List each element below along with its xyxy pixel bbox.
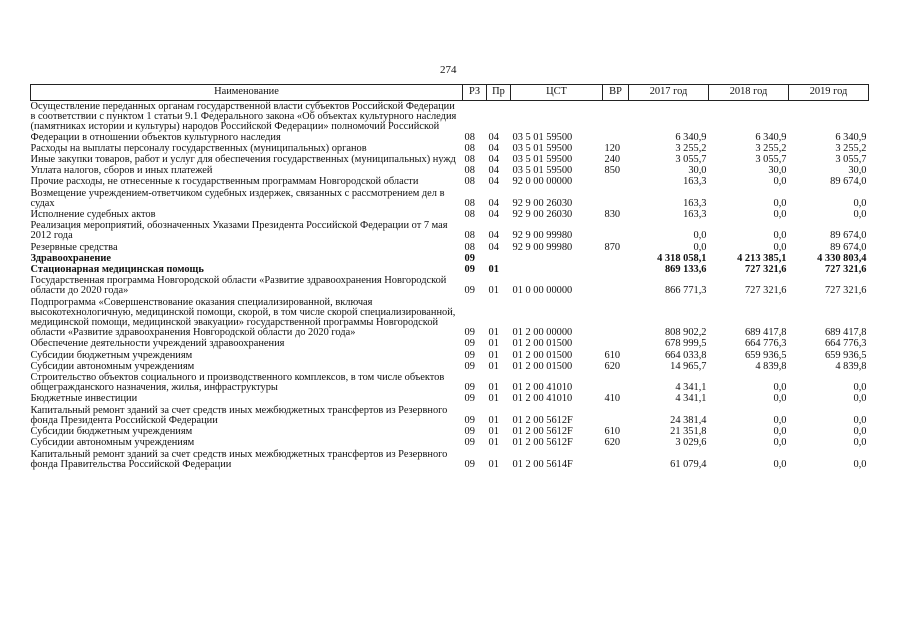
- row-value-2017: 3 255,2: [675, 142, 707, 154]
- row-rz: 08: [464, 197, 475, 209]
- row-cst: 92 9 00 26030: [512, 209, 573, 221]
- row-value-2018: 4 839,8: [755, 360, 787, 372]
- row-vr: 120: [604, 142, 621, 154]
- table-row: [31, 101, 869, 143]
- table-row: [31, 165, 869, 176]
- row-value-2019: 4 330 803,4: [817, 252, 867, 264]
- row-pr: 01: [488, 264, 499, 276]
- row-pr: 01: [488, 437, 499, 449]
- column-header-name: Наименование: [31, 85, 463, 101]
- table-row: [31, 372, 869, 393]
- row-value-2017: 866 771,3: [664, 285, 707, 297]
- row-value-2019: 0,0: [853, 458, 867, 470]
- row-rz: 09: [464, 327, 475, 339]
- row-value-2018: 0,0: [773, 176, 787, 188]
- row-value-2019: 664 776,3: [824, 338, 867, 350]
- row-value-2017: 4 318 058,1: [657, 252, 707, 264]
- row-rz: 09: [464, 349, 475, 361]
- row-value-2017: 30,0: [688, 165, 707, 177]
- row-name: Капитальный ремонт зданий за счет средств иных межбюджетных трансфертов из Резервного фонда Правительства Российской Федерации: [30, 448, 448, 470]
- row-value-2018: 0,0: [773, 230, 787, 242]
- row-value-2018: 0,0: [773, 426, 787, 438]
- table-row: [31, 361, 869, 372]
- row-name: Субсидии бюджетным учреждениям: [30, 426, 193, 438]
- row-name: Субсидии бюджетным учреждениям: [30, 349, 193, 361]
- row-value-2019: 0,0: [853, 426, 867, 438]
- row-name: Строительство объектов социального и производственного комплексов, в том числе объектов общегражданского назначения, жилья, инфраструктуры: [30, 372, 445, 394]
- column-header-cst: ЦСТ: [511, 85, 603, 101]
- row-value-2017: 4 341,1: [675, 382, 707, 394]
- row-value-2019: 4 839,8: [835, 360, 867, 372]
- row-pr: 01: [488, 338, 499, 350]
- row-cst: 92 9 00 99980: [512, 230, 573, 242]
- row-value-2017: 21 351,8: [670, 426, 707, 438]
- row-value-2017: 4 341,1: [675, 393, 707, 405]
- row-pr: 04: [488, 230, 499, 242]
- table-row: [31, 264, 869, 275]
- row-cst: 92 0 00 00000: [512, 176, 573, 188]
- row-value-2019: 0,0: [853, 382, 867, 394]
- row-vr: 830: [604, 209, 621, 221]
- row-value-2018: 727 321,6: [744, 285, 787, 297]
- column-header-2017: 2017 год: [629, 85, 709, 101]
- row-value-2018: 30,0: [768, 165, 787, 177]
- row-vr: 240: [604, 154, 621, 166]
- row-pr: [487, 253, 511, 264]
- row-value-2017: 678 999,5: [664, 338, 707, 350]
- row-cst: 01 2 00 41010: [512, 393, 573, 405]
- row-rz: 09: [464, 437, 475, 449]
- row-value-2018: 3 255,2: [755, 142, 787, 154]
- row-vr: [603, 188, 629, 209]
- row-value-2017: 3 029,6: [675, 437, 707, 449]
- row-value-2018: 0,0: [773, 414, 787, 426]
- row-value-2019: 6 340,9: [835, 131, 867, 143]
- row-value-2017: 163,3: [683, 176, 707, 188]
- table-body: [31, 101, 869, 470]
- column-header-2019: 2019 год: [789, 85, 869, 101]
- row-vr: [603, 101, 629, 143]
- row-value-2017: 0,0: [693, 241, 707, 253]
- row-pr: 01: [488, 393, 499, 405]
- page-number: 274: [440, 64, 457, 76]
- table-row: [31, 426, 869, 437]
- row-value-2018: 659 936,5: [744, 349, 787, 361]
- row-vr: [603, 449, 629, 470]
- row-cst: 03 5 01 59500: [512, 165, 573, 177]
- row-name: Реализация мероприятий, обозначенных Указами Президента Российской Федерации от 7 мая 2012 года: [30, 220, 448, 242]
- row-vr: [603, 372, 629, 393]
- row-rz: 08: [464, 131, 475, 143]
- table-row: [31, 297, 869, 339]
- row-vr: [603, 338, 629, 349]
- row-value-2017: 0,0: [693, 230, 707, 242]
- row-vr: 610: [604, 426, 621, 438]
- row-name: Здравоохранение: [30, 252, 111, 264]
- row-value-2017: 61 079,4: [670, 458, 707, 470]
- row-value-2019: 30,0: [848, 165, 867, 177]
- row-name: Бюджетные инвестиции: [30, 393, 138, 405]
- table-header: [31, 85, 869, 101]
- table-row: [31, 176, 869, 187]
- row-vr: 620: [604, 437, 621, 449]
- table-row: [31, 449, 869, 470]
- row-rz: 08: [464, 241, 475, 253]
- row-pr: 01: [488, 414, 499, 426]
- row-rz: 08: [464, 142, 475, 154]
- row-rz: 09: [464, 338, 475, 350]
- row-value-2019: 727 321,6: [824, 285, 867, 297]
- row-cst: 01 2 00 00000: [512, 327, 573, 339]
- table-row: [31, 253, 869, 264]
- row-rz: 08: [464, 209, 475, 221]
- row-name: Возмещение учреждением-ответчиком судебных издержек, связанных с рассмотрением дел в судах: [30, 187, 445, 209]
- row-rz: 09: [464, 360, 475, 372]
- table-row: [31, 220, 869, 241]
- row-pr: 01: [488, 458, 499, 470]
- row-pr: 04: [488, 176, 499, 188]
- row-pr: 01: [488, 382, 499, 394]
- row-value-2019: 0,0: [853, 209, 867, 221]
- row-name: Расходы на выплаты персоналу государственных (муниципальных) органов: [30, 142, 367, 154]
- row-value-2017: 163,3: [683, 209, 707, 221]
- row-value-2017: 664 033,8: [664, 349, 707, 361]
- row-value-2019: 3 255,2: [835, 142, 867, 154]
- row-vr: [603, 405, 629, 426]
- row-vr: 410: [604, 393, 621, 405]
- row-vr: [603, 253, 629, 264]
- table-row: [31, 405, 869, 426]
- row-cst: 01 2 00 41010: [512, 382, 573, 394]
- row-pr: 04: [488, 154, 499, 166]
- row-value-2018: 689 417,8: [744, 327, 787, 339]
- row-rz: 08: [464, 154, 475, 166]
- row-cst: 01 2 00 5614F: [512, 458, 573, 470]
- row-vr: 870: [604, 241, 621, 253]
- row-rz: 09: [464, 458, 475, 470]
- row-value-2019: 89 674,0: [830, 241, 867, 253]
- row-value-2019: 0,0: [853, 437, 867, 449]
- row-cst: 92 9 00 26030: [512, 197, 573, 209]
- row-value-2019: 89 674,0: [830, 230, 867, 242]
- row-pr: 04: [488, 241, 499, 253]
- row-value-2018: 0,0: [773, 197, 787, 209]
- column-header-vr: ВР: [603, 85, 629, 101]
- row-value-2018: 0,0: [773, 209, 787, 221]
- row-rz: 09: [464, 252, 475, 264]
- table-row: [31, 338, 869, 349]
- row-cst: 03 5 01 59500: [512, 142, 573, 154]
- row-pr: 04: [488, 142, 499, 154]
- row-vr: [603, 264, 629, 275]
- row-cst: 01 2 00 01500: [512, 338, 573, 350]
- row-rz: 09: [464, 426, 475, 438]
- row-name: Осуществление переданных органам государственной власти субъектов Российской Федерации в соответствии с пунктом 1 статьи 9.1 Федерального закона «Об объектах культурного наследия (памятниках истории и культуры) народов Российской Федерации» полномочий Российской Федерации в отношении объектов культурного наследия: [30, 101, 457, 143]
- row-value-2019: 0,0: [853, 197, 867, 209]
- row-vr: [603, 176, 629, 187]
- row-value-2018: 0,0: [773, 241, 787, 253]
- row-rz: 09: [464, 264, 475, 276]
- row-vr: [603, 220, 629, 241]
- row-pr: 01: [488, 327, 499, 339]
- row-name: Обеспечение деятельности учреждений здравоохранения: [30, 338, 285, 350]
- row-value-2017: 14 965,7: [670, 360, 707, 372]
- row-pr: 04: [488, 131, 499, 143]
- row-pr: 04: [488, 165, 499, 177]
- row-vr: [603, 297, 629, 339]
- row-value-2019: 0,0: [853, 393, 867, 405]
- column-header-2018: 2018 год: [709, 85, 789, 101]
- row-value-2018: 4 213 385,1: [737, 252, 787, 264]
- row-value-2017: 6 340,9: [675, 131, 707, 143]
- row-value-2019: 727 321,6: [824, 264, 867, 276]
- row-value-2018: 0,0: [773, 458, 787, 470]
- row-value-2018: 727 321,6: [744, 264, 787, 276]
- table-row: [31, 143, 869, 154]
- row-value-2018: 0,0: [773, 382, 787, 394]
- row-value-2018: 664 776,3: [744, 338, 787, 350]
- row-cst: 92 9 00 99980: [512, 241, 573, 253]
- row-pr: 04: [488, 209, 499, 221]
- row-value-2019: 689 417,8: [824, 327, 867, 339]
- row-name: Стационарная медицинская помощь: [30, 264, 204, 276]
- row-value-2017: 24 381,4: [670, 414, 707, 426]
- row-vr: 610: [604, 349, 621, 361]
- row-rz: 09: [464, 414, 475, 426]
- row-cst: 01 2 00 01500: [512, 360, 573, 372]
- row-value-2017: 869 133,6: [664, 264, 707, 276]
- row-pr: 01: [488, 360, 499, 372]
- row-value-2018: 0,0: [773, 437, 787, 449]
- row-value-2018: 3 055,7: [755, 154, 787, 166]
- row-cst: 01 2 00 5612F: [512, 437, 573, 449]
- row-cst: 01 2 00 5612F: [512, 414, 573, 426]
- row-cst: 01 2 00 5612F: [512, 426, 573, 438]
- row-cst: 01 2 00 01500: [512, 349, 573, 361]
- row-name: Субсидии автономным учреждениям: [30, 360, 195, 372]
- row-rz: 09: [464, 393, 475, 405]
- row-pr: 01: [488, 349, 499, 361]
- column-header-rz: РЗ: [463, 85, 487, 101]
- row-rz: 09: [464, 285, 475, 297]
- row-pr: 04: [488, 197, 499, 209]
- table-row: [31, 209, 869, 220]
- row-value-2017: 163,3: [683, 197, 707, 209]
- table-row: [31, 393, 869, 404]
- table-row: [31, 188, 869, 209]
- row-name: Уплата налогов, сборов и иных платежей: [30, 165, 213, 177]
- row-value-2017: 808 902,2: [664, 327, 707, 339]
- row-name: Государственная программа Новгородской области «Развитие здравоохранения Новгородской области до 2020 года»: [30, 275, 447, 297]
- row-name: Иные закупки товаров, работ и услуг для обеспечения государственных (муниципальных) нужд: [30, 154, 456, 166]
- row-value-2019: 89 674,0: [830, 176, 867, 188]
- row-pr: 01: [488, 426, 499, 438]
- budget-table: [30, 84, 869, 470]
- row-cst: 03 5 01 59500: [512, 131, 573, 143]
- table-row: [31, 437, 869, 448]
- row-cst: [511, 264, 603, 275]
- table-row: [31, 350, 869, 361]
- row-name: Резервные средства: [30, 241, 118, 253]
- row-pr: 01: [488, 285, 499, 297]
- row-name: Исполнение судебных актов: [30, 209, 156, 221]
- row-cst: 03 5 01 59500: [512, 154, 573, 166]
- row-value-2019: 0,0: [853, 414, 867, 426]
- row-rz: 08: [464, 230, 475, 242]
- row-cst: 01 0 00 00000: [512, 285, 573, 297]
- row-vr: 620: [604, 360, 621, 372]
- row-vr: [603, 275, 629, 296]
- row-rz: 08: [464, 176, 475, 188]
- row-name: Капитальный ремонт зданий за счет средств иных межбюджетных трансфертов из Резервного фонда Президента Российской Федерации: [30, 404, 448, 426]
- row-rz: 09: [464, 382, 475, 394]
- table-row: [31, 242, 869, 253]
- row-name: Подпрограмма «Совершенствование оказания специализированной, включая высокотехнологичную, медицинской помощи, скорой, в том числе скорой специализированной, медицинской помощи, медицинской эвакуации» государственной программы Новгородской области «Развитие здравоохранения Новгородской области до 2020 года»: [30, 296, 456, 339]
- row-name: Прочие расходы, не отнесенные к государственным программам Новгородской области: [30, 176, 419, 188]
- row-vr: 850: [604, 165, 621, 177]
- table-row: [31, 154, 869, 165]
- row-value-2019: 3 055,7: [835, 154, 867, 166]
- row-value-2018: 0,0: [773, 393, 787, 405]
- row-cst: [511, 253, 603, 264]
- column-header-pr: Пр: [487, 85, 511, 101]
- row-name: Субсидии автономным учреждениям: [30, 437, 195, 449]
- row-value-2019: 659 936,5: [824, 349, 867, 361]
- row-value-2017: 3 055,7: [675, 154, 707, 166]
- row-rz: 08: [464, 165, 475, 177]
- table-row: [31, 275, 869, 296]
- row-value-2018: 6 340,9: [755, 131, 787, 143]
